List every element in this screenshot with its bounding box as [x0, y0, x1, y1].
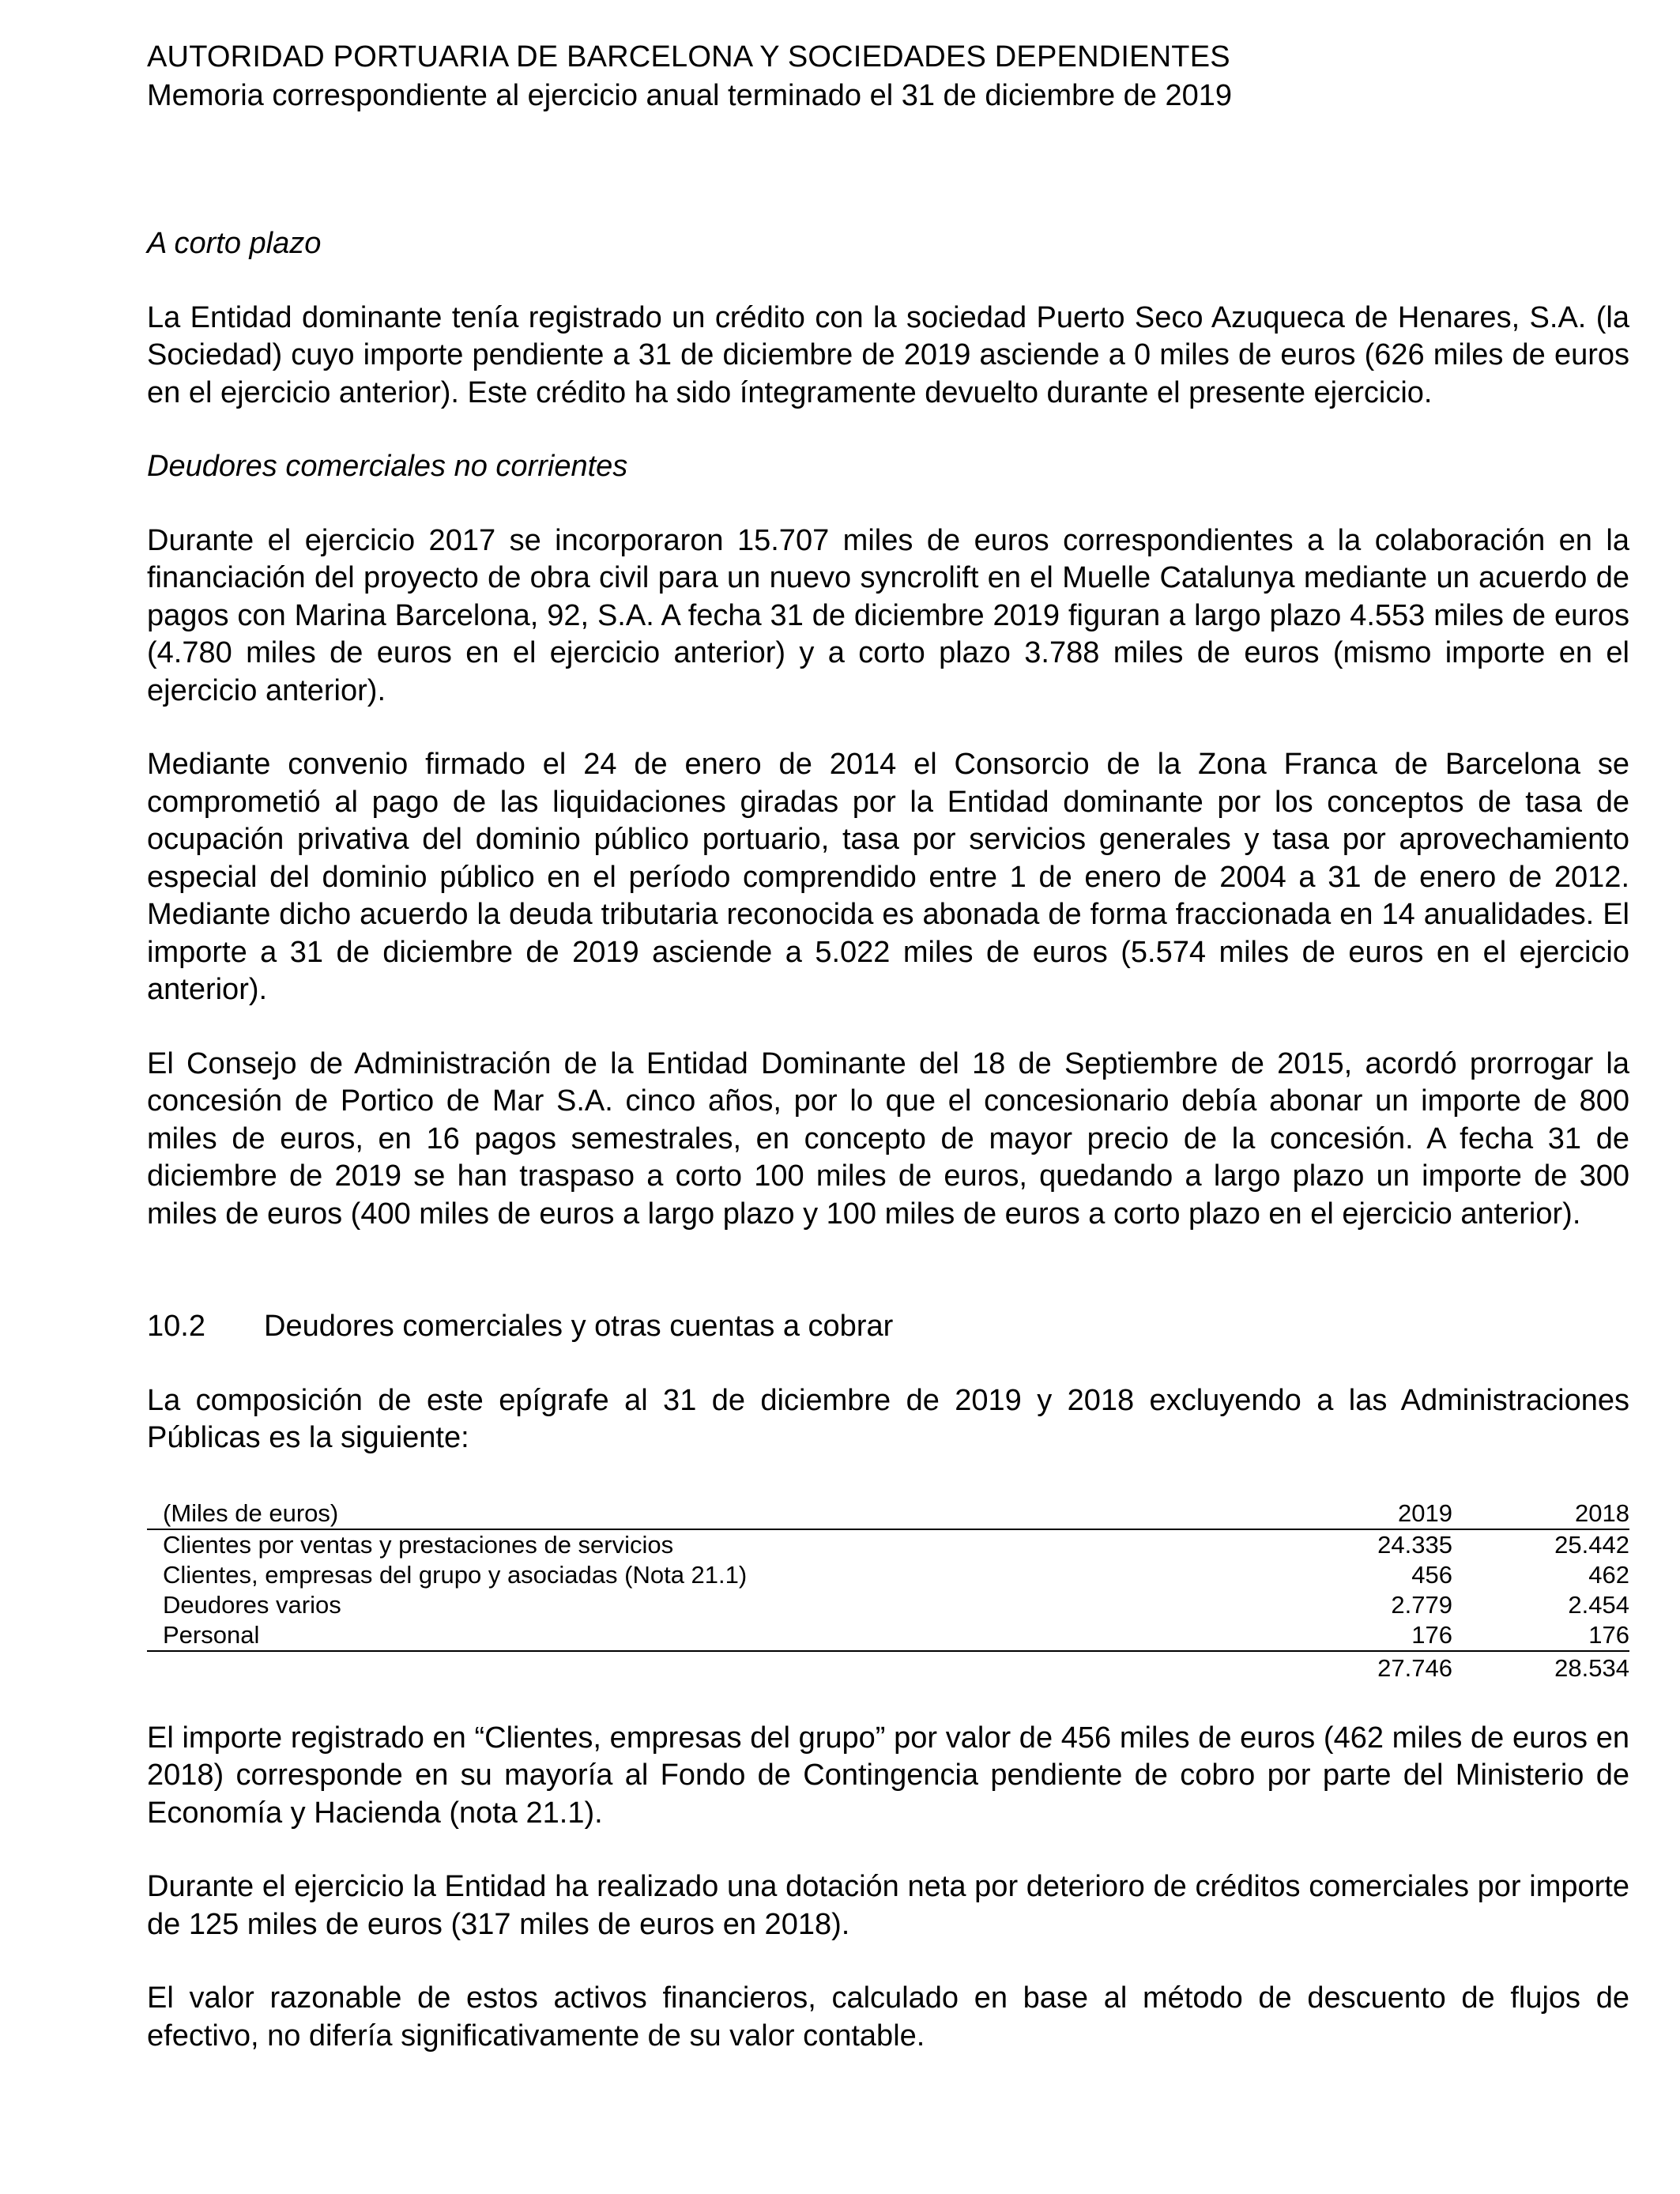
row-label: Clientes, empresas del grupo y asociadas (Nota 21.1) [163, 1560, 748, 1589]
receivables-table [147, 1498, 1629, 1683]
row-label: Clientes por ventas y prestaciones de servicios [163, 1530, 674, 1559]
short-term-paragraph: La Entidad dominante tenía registrado un crédito con la sociedad Puerto Seco Azuqueca de Henares, S.A. (la Sociedad) cuyo importe pendiente a 31 de diciembre de 2019 asciende a 0 miles de euros (626 miles de euros en el ejercicio anterior). Este crédito ha sido íntegramente devuelto durante el presente ejercicio. [147, 300, 1629, 409]
row-value-2019: 24.335 [1377, 1530, 1452, 1559]
section-number: 10.2 [147, 1310, 205, 1343]
unit-label: (Miles de euros) [147, 1498, 1275, 1529]
table-total-row [147, 1651, 1629, 1683]
table-row [147, 1560, 1629, 1590]
section-heading [147, 1308, 1629, 1346]
document-subtitle: Memoria correspondiente al ejercicio anual terminado el 31 de diciembre de 2019 [147, 79, 1233, 112]
noncurrent-paragraph-2: Mediante convenio firmado el 24 de enero de 2014 el Consorcio de la Zona Franca de Barcelona se comprometió al pago de las liquidaciones giradas por la Entidad dominante por los conceptos de tasa de ocupación privativa del dominio público portuario, tasa por servicios generales y tasa por aprovechamiento especial del dominio público en el período comprendido entre 1 de enero de 2004 a 31 de enero de 2012. Mediante dicho acuerdo la deuda tributaria reconocida es abonada de forma fraccionada en 14 anualidades. El importe a 31 de diciembre de 2019 asciende a 5.022 miles de euros (5.574 miles de euros en el ejercicio anterior). [147, 748, 1629, 1006]
col-2019-header: 2019 [1275, 1498, 1452, 1529]
row-value-2018: 462 [1588, 1560, 1629, 1589]
table-row [147, 1529, 1629, 1560]
after-table-paragraph-3: El valor razonable de estos activos financieros, calculado en base al método de descuento de flujos de efectivo, no difería significativamente de su valor contable. [147, 1981, 1629, 2053]
row-value-2019: 456 [1411, 1560, 1452, 1589]
after-table-paragraph-2: Durante el ejercicio la Entidad ha realizado una dotación neta por deterioro de créditos comerciales por importe de 125 miles de euros (317 miles de euros en 2018). [147, 1870, 1629, 1941]
noncurrent-paragraph-1: Durante el ejercicio 2017 se incorporaron 15.707 miles de euros correspondientes a la colaboración en la financiación del proyecto de obra civil para un nuevo syncrolift en el Muelle Catalunya mediante un acuerdo de pagos con Marina Barcelona, 92, S.A. A fecha 31 de diciembre 2019 figuran a largo plazo 4.553 miles de euros (4.780 miles de euros en el ejercicio anterior) y a corto plazo 3.788 miles de euros (mismo importe en el ejercicio anterior). [147, 523, 1629, 707]
total-2019: 27.746 [1377, 1653, 1452, 1682]
document-title: AUTORIDAD PORTUARIA DE BARCELONA Y SOCIEDADES DEPENDIENTES [147, 40, 1230, 74]
short-term-heading: A corto plazo [147, 227, 322, 260]
after-table-paragraph-1: El importe registrado en “Clientes, empresas del grupo” por valor de 456 miles de euros (462 miles de euros en 2018) corresponde en su mayoría al Fondo de Contingencia pendiente de cobro por parte del Ministerio de Economía y Hacienda (nota 21.1). [147, 1721, 1629, 1830]
noncurrent-heading: Deudores comerciales no corrientes [147, 450, 628, 483]
col-2018-header: 2018 [1452, 1498, 1629, 1529]
section-title: Deudores comerciales y otras cuentas a cobrar [264, 1310, 894, 1343]
section-intro: La composición de este epígrafe al 31 de diciembre de 2019 y 2018 excluyendo a las Administraciones Públicas es la siguiente: [147, 1383, 1629, 1454]
row-value-2018: 25.442 [1554, 1530, 1629, 1559]
table-row [147, 1620, 1629, 1651]
row-value-2018: 176 [1452, 1620, 1629, 1651]
table-header-row [147, 1498, 1629, 1529]
row-label: Deudores varios [163, 1590, 341, 1619]
row-value-2018: 2.454 [1568, 1590, 1629, 1619]
document-body [147, 225, 1629, 2055]
row-label: Personal [147, 1620, 1275, 1651]
noncurrent-paragraph-3: El Consejo de Administración de la Entidad Dominante del 18 de Septiembre de 2015, acordó prorrogar la concesión de Portico de Mar S.A. cinco años, por lo que el concesionario debía abonar un importe de 800 miles de euros, en 16 pagos semestrales, en concepto de mayor precio de la concesión. A fecha 31 de diciembre de 2019 se han traspaso a corto 100 miles de euros, quedando a largo plazo un importe de 300 miles de euros (400 miles de euros a largo plazo y 100 miles de euros a corto plazo en el ejercicio anterior). [147, 1046, 1629, 1231]
row-value-2019: 2.779 [1391, 1590, 1452, 1619]
row-value-2019: 176 [1275, 1620, 1452, 1651]
total-2018: 28.534 [1554, 1653, 1629, 1682]
table-row [147, 1590, 1629, 1620]
